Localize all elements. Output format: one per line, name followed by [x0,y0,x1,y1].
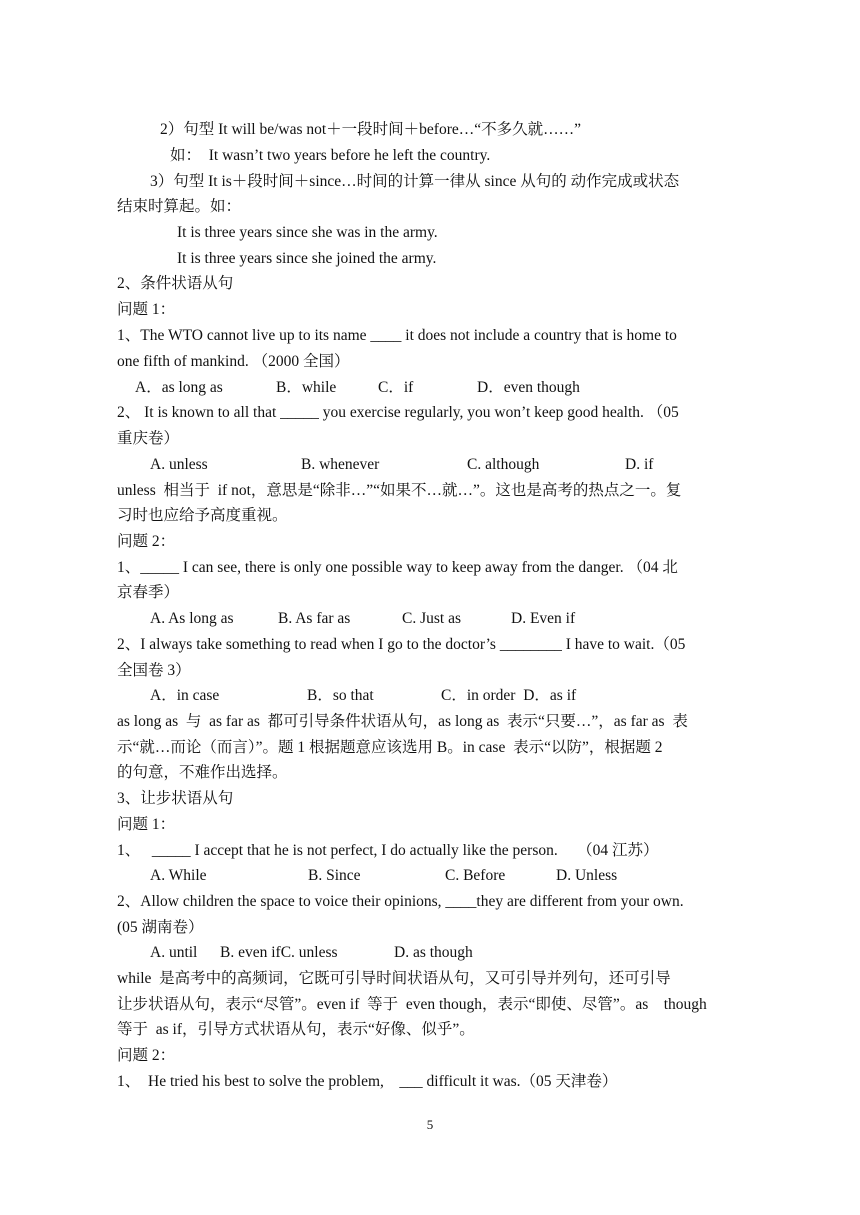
explanation-text: 习时也应给予高度重视。 [117,507,288,524]
question-text: 重庆卷） [117,430,180,447]
option-a: A. As long as [150,610,234,627]
option-c: C. Before [445,867,506,884]
option-a: A. until [150,944,198,961]
option-a: A. unless [150,456,208,473]
text-line: It is three years since she was in the army. [177,224,438,241]
option-d: D．even though [477,379,580,396]
option-c: C．if [378,379,414,396]
section-heading: 2、条件状语从句 [117,275,234,292]
option-a: A. While [150,867,207,884]
question-text: 2、 It is known to all that _____ you exercise regularly, you won’t keep good health. （05 [117,404,679,421]
option-c: C．in order D．as if [441,687,577,704]
question-text: 1、The WTO cannot live up to its name ____ it does not include a country that is home to [117,327,677,344]
option-c: C. although [467,456,540,473]
option-d: D. Unless [556,867,618,884]
explanation-text: unless 相当于 if not，意思是“除非…”“如果不…就…”。这也是高考的热点之一。复 [117,482,682,499]
option-d: D. as though [394,944,473,961]
question-text: one fifth of mankind. （2000 全国） [117,353,350,370]
question-text: 2、I always take something to read when I go to the doctor’s ________ I have to wait.（05 [117,636,686,653]
option-c: C. Just as [402,610,461,627]
section-heading: 3、让步状语从句 [117,790,234,807]
text-line: 3）句型 It is＋段时间＋since…时间的计算一律从 since 从句的 动作完成或状态 [150,173,680,190]
text-line: It is three years since she joined the army. [177,250,437,267]
option-b: B. Since [308,867,361,884]
explanation-text: 的句意，不难作出选择。 [117,764,288,781]
option-bc: B. even ifC. unless [220,944,338,961]
text-line: 如： It wasn’t two years before he left the country. [170,147,491,164]
text-line: 2）句型 It will be/was not＋一段时间＋before…“不多久就……” [160,121,582,138]
question-text: 1、 _____ I accept that he is not perfect, I do actually like the person. （04 江苏） [117,842,659,859]
problem-heading: 问题 1： [117,816,176,833]
question-text: 1、_____ I can see, there is only one possible way to keep away from the danger. （04 北 [117,559,678,576]
option-b: B．while [276,379,337,396]
text-line: 结束时算起。如： [117,198,242,215]
question-text: 2、Allow children the space to voice their opinions, ____they are different from your own. [117,893,684,910]
explanation-text: 让步状语从句，表示“尽管”。even if 等于 even though，表示“即使、尽管”。as though [117,996,707,1013]
question-text: (05 湖南卷） [117,919,204,936]
problem-heading: 问题 2： [117,1047,176,1064]
question-text: 全国卷 3） [117,662,191,679]
option-a: A．as long as [135,379,223,396]
problem-heading: 问题 2： [117,533,176,550]
option-b: B. As far as [278,610,351,627]
option-b: B. whenever [301,456,380,473]
option-d: D. Even if [511,610,576,627]
option-a: A．in case [150,687,220,704]
option-b: B．so that [307,687,374,704]
question-text: 1、 He tried his best to solve the problem, ___ difficult it was.（05 天津卷） [117,1073,618,1090]
option-d: D. if [625,456,654,473]
problem-heading: 问题 1： [117,301,176,318]
page-number: 5 [426,1117,434,1132]
explanation-text: 示“就…而论（而言）”。题 1 根据题意应该选用 B。in case 表示“以防”，根据题 2 [117,739,663,756]
explanation-text: as long as 与 as far as 都可引导条件状语从句，as long as 表示“只要…”，as far as 表 [117,713,688,730]
explanation-text: 等于 as if，引导方式状语从句，表示“好像、似乎”。 [117,1021,475,1038]
explanation-text: while 是高考中的高频词，它既可引导时间状语从句，又可引导并列句，还可引导 [117,970,671,987]
question-text: 京春季） [117,584,180,601]
